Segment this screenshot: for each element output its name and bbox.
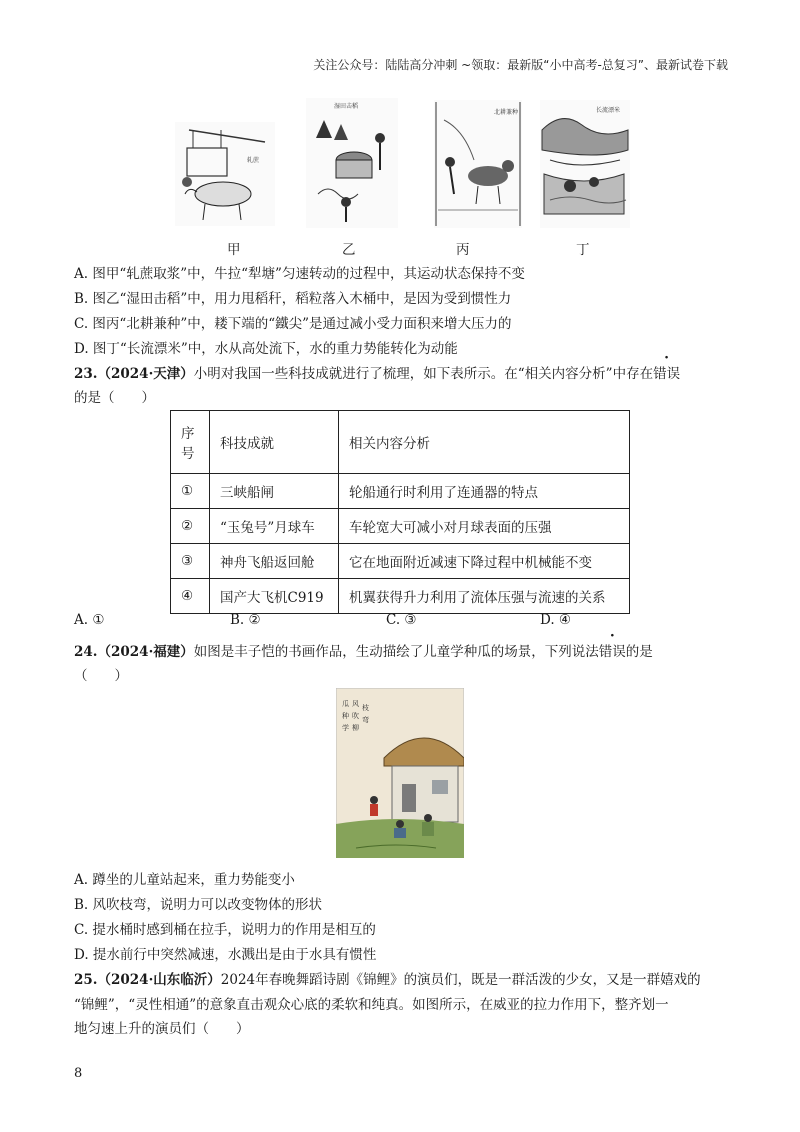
svg-text:枝: 枝 [362, 704, 369, 712]
table-cell: ② [171, 509, 210, 544]
q22-option-a: A. 图甲“轧蔗取浆”中，牛拉“犁塘”匀速转动的过程中，其运动状态保持不变 [74, 266, 525, 282]
figure-label-jia: 甲 [227, 242, 241, 258]
page-number: 8 [74, 1066, 83, 1081]
q23-table [170, 410, 630, 614]
table-cell: 它在地面附近减速下降过程中机械能不变 [339, 544, 630, 579]
header-note: 关注公众号：陆陆高分冲刺 ~领取：最新版“小中高考-总复习”、最新试卷下载 [313, 58, 728, 72]
svg-text:北耕兼种: 北耕兼种 [494, 109, 519, 116]
table-cell: “玉兔号”月球车 [210, 509, 339, 544]
q24-option-d: D. 提水前行中突然减速，水溅出是由于水具有惯性 [74, 947, 377, 963]
table-cell: ① [171, 474, 210, 509]
q25-source: （2024·山东临沂） [97, 972, 221, 988]
svg-text:湿田击稻: 湿田击稻 [334, 103, 359, 110]
header-cell-achievement: 科技成就 [210, 411, 339, 474]
table-row [171, 579, 630, 614]
q23-stem-line2: 的是（ ） [74, 390, 155, 406]
q24-source: （2024·福建） [97, 644, 194, 660]
q23-source: （2024·天津） [97, 366, 194, 382]
svg-text:学: 学 [342, 724, 349, 732]
q24-stem-after: 的是 [625, 644, 653, 660]
svg-text:风: 风 [352, 700, 359, 708]
table-cell: 车轮宽大可减小对月球表面的压强 [339, 509, 630, 544]
q23-stem-text: 小明对我国一些科技成就进行了梳理，如下表所示。在“相关内容分析”中存在 [193, 366, 654, 382]
q24-stem-text: 如图是丰子恺的书画作品，生动描绘了儿童学种瓜的场景，下列说法 [193, 644, 599, 660]
figure-ding-illustration [540, 100, 630, 228]
q23-emphasis: 错误 [653, 366, 681, 382]
q23-option-a: A. ① [74, 612, 105, 628]
q24-number: 24. [74, 644, 98, 660]
table-cell: ④ [171, 579, 210, 614]
table-cell: 神舟飞船返回舱 [210, 544, 339, 579]
table-cell: 三峡船闸 [210, 474, 339, 509]
q25-stem-text: 2024年春晚舞蹈诗剧《锦鲤》的演员们，既是一群活泼的少女，又是一群嬉戏的 [220, 972, 701, 988]
q23-option-c: C. ③ [386, 612, 417, 628]
q24-painting-illustration [336, 688, 464, 858]
table-row [171, 474, 630, 509]
q23-option-b: B. ② [230, 612, 261, 628]
header-cell-analysis: 相关内容分析 [339, 411, 630, 474]
table-cell: 国产大飞机C919 [210, 579, 339, 614]
q23-option-d: D. ④ [540, 612, 572, 628]
table-cell: ③ [171, 544, 210, 579]
figure-label-yi: 乙 [342, 242, 356, 258]
table-row [171, 509, 630, 544]
q22-option-d: D. 图丁“长流漂米”中，水从高处流下，水的重力势能转化为动能 [74, 341, 458, 357]
figure-jia-illustration [175, 122, 275, 226]
svg-text:瓜: 瓜 [342, 700, 349, 708]
svg-text:吹: 吹 [352, 712, 359, 720]
q22-option-c: C. 图丙“北耕兼种”中，耧下端的“鐵尖”是通过减小受力面积来增大压力的 [74, 316, 512, 332]
svg-text:弯: 弯 [362, 716, 369, 724]
figure-label-bing: 丙 [456, 242, 470, 258]
q25-stem-line1 [74, 968, 701, 988]
svg-text:轧蔗: 轧蔗 [247, 157, 260, 164]
q25-number: 25. [74, 972, 98, 988]
q24-stem [74, 640, 653, 660]
q24-emphasis: 错误 [598, 644, 626, 660]
table-cell: 机翼获得升力利用了流体压强与流速的关系 [339, 579, 630, 614]
q25-stem-line2: “锦鲤”，“灵性相通”的意象直击观众心底的柔软和纯真。如图所示，在威亚的拉力作用下，整齐划一 [74, 997, 669, 1013]
header-cell-index: 序号 [171, 411, 210, 474]
table-row [171, 544, 630, 579]
q25-stem-line3: 地匀速上升的演员们（ ） [74, 1021, 250, 1037]
q23-number: 23. [74, 366, 98, 382]
figure-bing-illustration [434, 100, 522, 228]
figure-label-ding: 丁 [576, 242, 590, 258]
figure-yi-illustration [306, 98, 398, 228]
q22-option-b: B. 图乙“湿田击稻”中，用力甩稻秆，稻粒落入木桶中，是因为受到惯性力 [74, 291, 512, 307]
q24-stem-line2: （ ） [74, 668, 128, 684]
svg-text:种: 种 [342, 712, 349, 720]
table-cell: 轮船通行时利用了连通器的特点 [339, 474, 630, 509]
table-header-row [171, 411, 630, 474]
q24-option-c: C. 提水桶时感到桶在拉手，说明力的作用是相互的 [74, 922, 376, 938]
q23-stem [74, 362, 680, 382]
svg-text:柳: 柳 [352, 724, 359, 732]
svg-text:长流漂米: 长流漂米 [596, 107, 621, 114]
q24-option-b: B. 风吹枝弯，说明力可以改变物体的形状 [74, 897, 323, 913]
q24-option-a: A. 蹲坐的儿童站起来，重力势能变小 [74, 872, 295, 888]
